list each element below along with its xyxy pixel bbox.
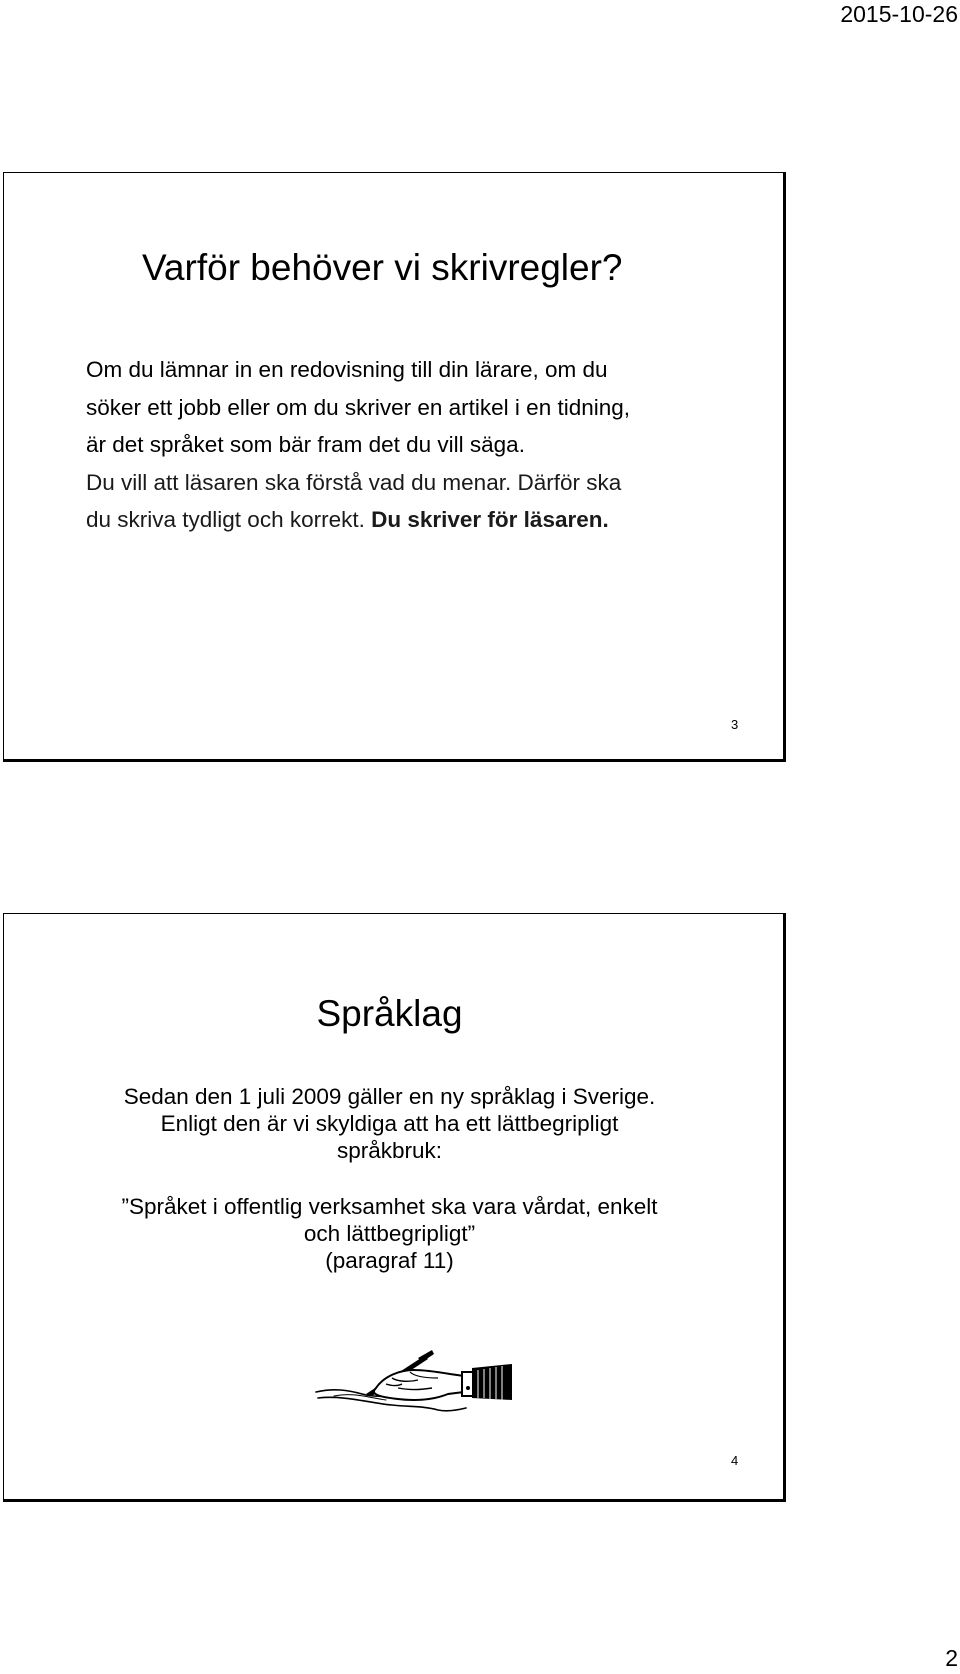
paragraph-gap	[4, 1164, 775, 1193]
slide-body	[86, 351, 746, 539]
text-line: Sedan den 1 juli 2009 gäller en ny språklag i Sverige.	[123, 1084, 656, 1109]
text-line	[86, 501, 746, 539]
paragraph	[86, 351, 746, 464]
hand-writing-with-quill-icon	[314, 1348, 514, 1418]
text-fragment: du skriva tydligt och korrekt.	[86, 507, 365, 532]
text-line: Enligt den är vi skyldiga att ha ett lättbegripligt	[160, 1111, 619, 1136]
slide-number: 3	[731, 717, 739, 732]
emphasis-text: Du skriver för läsaren.	[371, 507, 609, 532]
quote-line: och lättbegripligt”	[303, 1221, 476, 1246]
slide-title: Språklag	[316, 993, 463, 1034]
slide-title: Varför behöver vi skrivregler?	[142, 247, 623, 288]
text-line: Om du lämnar in en redovisning till din lärare, om du	[86, 357, 608, 382]
slide-number: 4	[731, 1453, 739, 1468]
text-line: är det språket som bär fram det du vill säga.	[86, 432, 525, 457]
text-line: Du vill att läsaren ska förstå vad du menar. Därför ska	[86, 469, 622, 495]
page-number: 2	[945, 1645, 958, 1671]
slide-3	[3, 172, 786, 762]
paragraph	[86, 464, 746, 539]
slide-body	[4, 1083, 783, 1274]
quote-line: ”Språket i offentlig verksamhet ska vara vårdat, enkelt	[121, 1194, 658, 1219]
page-date: 2015-10-26	[840, 1, 958, 27]
citation-line: (paragraf 11)	[325, 1248, 454, 1273]
text-line: söker ett jobb eller om du skriver en artikel i en tidning,	[86, 394, 631, 420]
text-line: språkbruk:	[336, 1138, 443, 1163]
slide-4	[3, 913, 786, 1502]
